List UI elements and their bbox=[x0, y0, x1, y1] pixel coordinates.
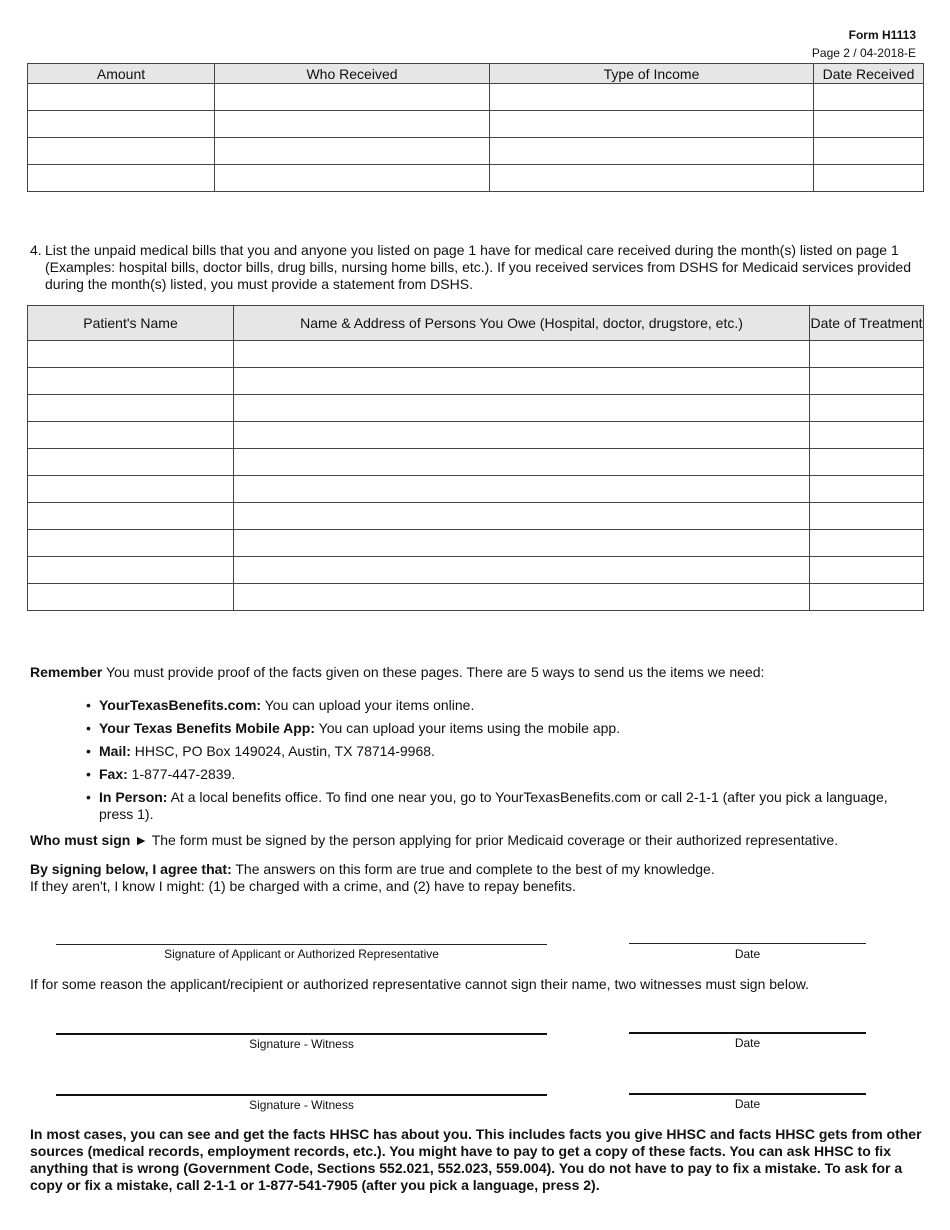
table-cell[interactable] bbox=[234, 368, 810, 395]
table-cell[interactable] bbox=[215, 111, 490, 138]
table-cell[interactable] bbox=[28, 368, 234, 395]
table-cell[interactable] bbox=[28, 138, 215, 165]
method-text: HHSC, PO Box 149024, Austin, TX 78714-9968. bbox=[130, 743, 435, 759]
col-type-of-income: Type of Income bbox=[490, 64, 814, 84]
table-cell[interactable] bbox=[810, 341, 924, 368]
witness-2-date-line[interactable] bbox=[629, 1093, 866, 1095]
agreement-line2: If they aren't, I know I might: (1) be charged with a crime, and (2) have to repay benefits. bbox=[30, 878, 576, 894]
table-row bbox=[28, 449, 924, 476]
col-amount: Amount bbox=[28, 64, 215, 84]
page-info: Page 2 / 04-2018-E bbox=[811, 46, 916, 60]
privacy-notice: In most cases, you can see and get the facts HHSC has about you. This includes facts you give HHSC and facts HHSC gets from other sources (medical records, employment records, etc.). You might have to pay to get a copy of these facts. You can ask HHSC to fix anything that is wrong (Government Code, Sections 552.021, 552.023, 559.004). You do not have to pay to fix a mistake. To ask for a copy or fix a mistake, call 2-1-1 or 1-877-541-7905 (after you pick a language, press 2). bbox=[30, 1126, 922, 1193]
table-row bbox=[28, 341, 924, 368]
witness-2-signature-label: Signature - Witness bbox=[249, 1098, 354, 1112]
bullet: • bbox=[86, 766, 91, 782]
bullet: • bbox=[86, 743, 91, 759]
table-cell[interactable] bbox=[810, 395, 924, 422]
method-text: You can upload your items online. bbox=[261, 697, 475, 713]
table-row bbox=[28, 557, 924, 584]
table-cell[interactable] bbox=[490, 138, 814, 165]
table-cell[interactable] bbox=[810, 476, 924, 503]
question-number: 4. bbox=[30, 242, 42, 258]
witness-1-signature-line[interactable] bbox=[56, 1033, 547, 1035]
table-cell[interactable] bbox=[28, 422, 234, 449]
witness-1-signature-label: Signature - Witness bbox=[249, 1037, 354, 1051]
agreement-statement bbox=[30, 861, 715, 895]
table-row bbox=[28, 530, 924, 557]
table-cell[interactable] bbox=[28, 341, 234, 368]
list-item bbox=[86, 720, 906, 737]
table-cell[interactable] bbox=[234, 557, 810, 584]
method-label: YourTexasBenefits.com: bbox=[99, 697, 262, 713]
witness-note: If for some reason the applicant/recipient or authorized representative cannot sign their name, two witnesses must sign below. bbox=[30, 976, 809, 992]
agreement-line1: The answers on this form are true and complete to the best of my knowledge. bbox=[231, 861, 715, 877]
method-text: At a local benefits office. To find one near you, go to YourTexasBenefits.com or call 2-1-1 (after you pick a language, press 1). bbox=[99, 789, 888, 822]
table-cell[interactable] bbox=[28, 557, 234, 584]
method-text: You can upload your items using the mobile app. bbox=[315, 720, 621, 736]
list-item bbox=[86, 743, 906, 760]
table-cell[interactable] bbox=[28, 503, 234, 530]
col-date-of-treatment: Date of Treatment bbox=[810, 306, 924, 341]
table-cell[interactable] bbox=[810, 584, 924, 611]
col-date-received: Date Received bbox=[814, 64, 924, 84]
witness-2-signature-line[interactable] bbox=[56, 1094, 547, 1096]
table-row bbox=[28, 503, 924, 530]
table-row bbox=[28, 368, 924, 395]
medical-bills-table bbox=[27, 305, 924, 611]
table-row bbox=[28, 84, 924, 111]
agreement-lead: By signing below, I agree that: bbox=[30, 861, 232, 877]
table-row bbox=[28, 422, 924, 449]
form-id: Form H1113 bbox=[848, 28, 916, 42]
table-cell[interactable] bbox=[814, 84, 924, 111]
table-row bbox=[28, 165, 924, 192]
table-cell[interactable] bbox=[28, 449, 234, 476]
table-cell[interactable] bbox=[810, 368, 924, 395]
table-cell[interactable] bbox=[810, 449, 924, 476]
table-cell[interactable] bbox=[490, 84, 814, 111]
table-cell[interactable] bbox=[234, 584, 810, 611]
table-row bbox=[28, 584, 924, 611]
remember-lead: Remember bbox=[30, 664, 103, 680]
bullet: • bbox=[86, 789, 91, 805]
table-cell[interactable] bbox=[810, 422, 924, 449]
table-cell[interactable] bbox=[234, 530, 810, 557]
remember-text: You must provide proof of the facts given on these pages. There are 5 ways to send us the items we need: bbox=[102, 664, 765, 680]
list-item bbox=[86, 766, 906, 783]
table-cell[interactable] bbox=[28, 165, 215, 192]
list-item bbox=[86, 697, 906, 714]
remember-paragraph bbox=[30, 664, 764, 680]
method-text: 1-877-447-2839. bbox=[127, 766, 236, 782]
table-cell[interactable] bbox=[28, 530, 234, 557]
col-persons-owed: Name & Address of Persons You Owe (Hospital, doctor, drugstore, etc.) bbox=[234, 306, 810, 341]
who-must-sign-text: The form must be signed by the person applying for prior Medicaid coverage or their authorized representative. bbox=[148, 832, 839, 848]
table-cell[interactable] bbox=[234, 395, 810, 422]
method-label: In Person: bbox=[99, 789, 168, 805]
question-4 bbox=[30, 242, 925, 293]
table-row bbox=[28, 395, 924, 422]
table-cell[interactable] bbox=[814, 165, 924, 192]
witness-1-date-label: Date bbox=[734, 1036, 761, 1050]
table-cell[interactable] bbox=[234, 422, 810, 449]
table-cell[interactable] bbox=[814, 111, 924, 138]
table-cell[interactable] bbox=[28, 111, 215, 138]
table-cell[interactable] bbox=[810, 503, 924, 530]
bullet: • bbox=[86, 697, 91, 713]
method-label: Your Texas Benefits Mobile App: bbox=[99, 720, 315, 736]
col-patient-name: Patient's Name bbox=[28, 306, 234, 341]
applicant-date-line[interactable] bbox=[629, 943, 866, 944]
who-must-sign bbox=[30, 832, 838, 848]
method-label: Fax: bbox=[99, 766, 128, 782]
table-cell[interactable] bbox=[810, 557, 924, 584]
table-cell[interactable] bbox=[28, 584, 234, 611]
table-cell[interactable] bbox=[28, 84, 215, 111]
table-cell[interactable] bbox=[28, 395, 234, 422]
table-cell[interactable] bbox=[234, 341, 810, 368]
bullet: • bbox=[86, 720, 91, 736]
table-cell[interactable] bbox=[234, 476, 810, 503]
who-must-sign-lead: Who must sign ► bbox=[30, 832, 149, 848]
col-who-received: Who Received bbox=[215, 64, 490, 84]
table-row bbox=[28, 111, 924, 138]
table-cell[interactable] bbox=[814, 138, 924, 165]
table-cell[interactable] bbox=[490, 111, 814, 138]
question-text: List the unpaid medical bills that you and anyone you listed on page 1 have for medical care received during the month(s) listed on page 1 (Examples: hospital bills, doctor bills, drug bills, nursing home bills, etc.). If you received services from DSHS for Medicaid services provided during the month(s) listed, you must provide a statement from DSHS. bbox=[45, 242, 912, 292]
method-label: Mail: bbox=[99, 743, 131, 759]
table-row bbox=[28, 476, 924, 503]
applicant-signature-line[interactable] bbox=[56, 944, 547, 945]
table-cell[interactable] bbox=[810, 530, 924, 557]
table-cell[interactable] bbox=[234, 449, 810, 476]
table-cell[interactable] bbox=[215, 165, 490, 192]
witness-2-date-label: Date bbox=[734, 1097, 761, 1111]
table-cell[interactable] bbox=[28, 476, 234, 503]
table-cell[interactable] bbox=[215, 84, 490, 111]
submission-methods-list bbox=[86, 697, 906, 829]
list-item bbox=[86, 789, 906, 823]
table-cell[interactable] bbox=[234, 503, 810, 530]
table-cell[interactable] bbox=[490, 165, 814, 192]
table-row bbox=[28, 138, 924, 165]
applicant-signature-label: Signature of Applicant or Authorized Representative bbox=[164, 947, 439, 961]
witness-1-date-line[interactable] bbox=[629, 1032, 866, 1034]
table-cell[interactable] bbox=[215, 138, 490, 165]
applicant-date-label: Date bbox=[734, 947, 761, 961]
income-table bbox=[27, 63, 924, 192]
